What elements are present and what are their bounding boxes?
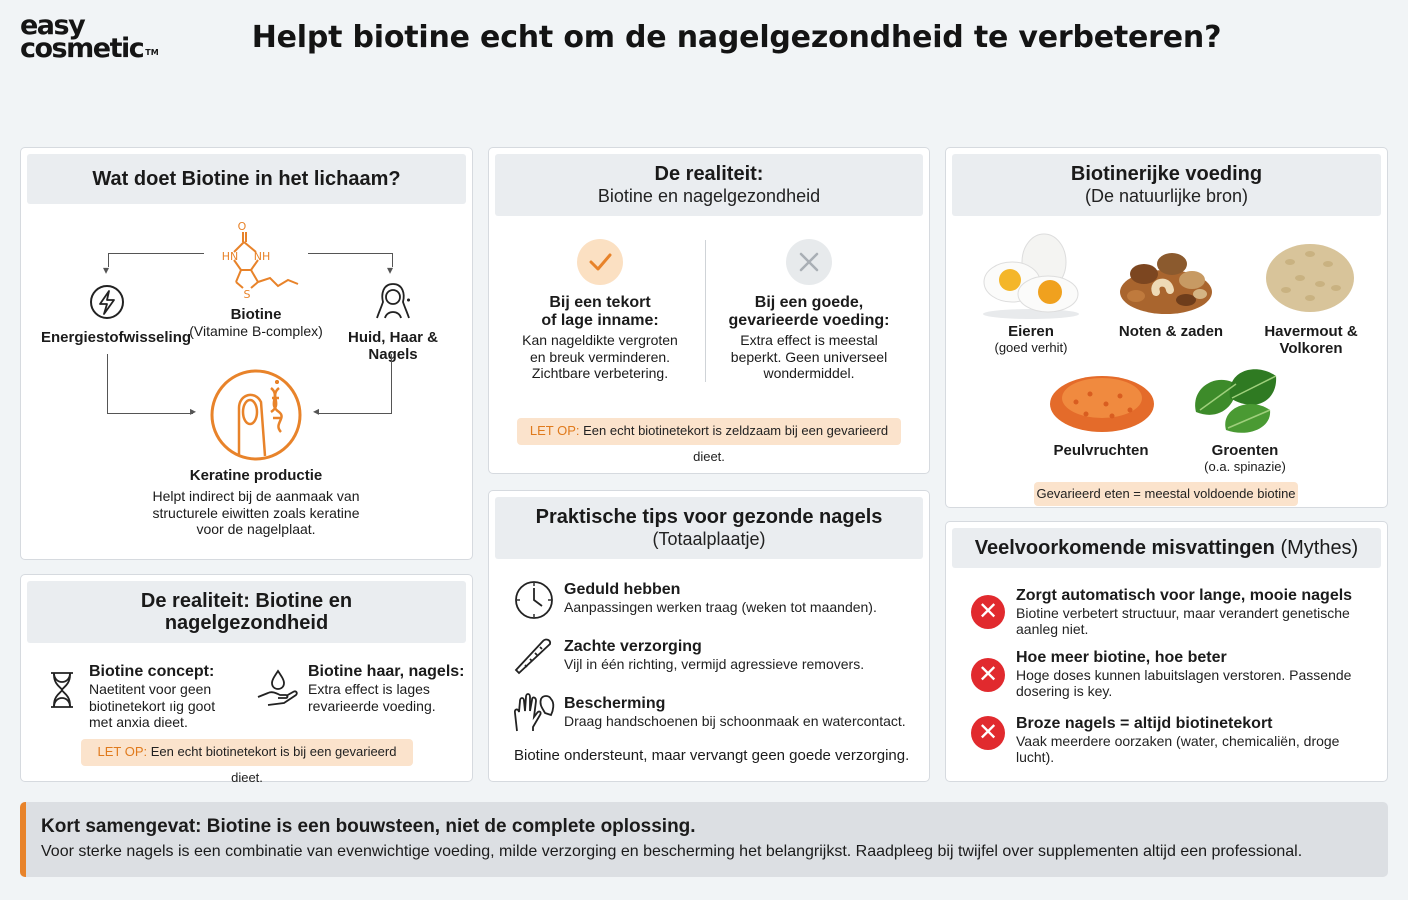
note-text: Een echt biotinetekort is bij een gevarieerd dieet. <box>150 744 397 785</box>
food-sublabel: (goed verhit) <box>994 340 1068 355</box>
tip-title: Zachte verzorging <box>564 638 702 655</box>
hourglass-icon <box>49 671 75 709</box>
cross-icon <box>797 250 821 274</box>
svg-text:HN: HN <box>221 250 239 263</box>
note-text: Een echt biotinetekort is zeldzaam bij een gevarieerd dieet. <box>583 423 889 464</box>
note-label: LET OP: <box>529 423 580 438</box>
arrow-to-skin <box>308 253 393 267</box>
biotine-node <box>181 306 331 340</box>
spinach-image <box>1186 358 1296 438</box>
lightning-icon <box>88 283 126 321</box>
check-icon <box>587 249 613 275</box>
x-circle-icon: ✕ <box>971 595 1005 629</box>
divider <box>705 240 706 382</box>
nail-file-icon <box>513 635 555 677</box>
hair-desc: Extra effect is lages revarieerde voeding. <box>308 681 436 714</box>
note-badge <box>81 739 413 785</box>
nuts-image <box>1116 234 1216 318</box>
food-note-badge: Gevarieerd eten = meestal voldoende biotine <box>1034 482 1298 506</box>
arrowhead-icon: ▾ <box>387 263 394 277</box>
tip-desc: Draag handschoenen bij schoonmaak en watercontact. <box>564 713 906 729</box>
arrow-energy-to-keratin <box>107 354 193 414</box>
logo-line-1: easy <box>20 10 85 41</box>
arrowhead-icon: ▸ <box>190 404 197 418</box>
food-item-legumes <box>1036 442 1166 459</box>
card-reality-concept <box>20 574 473 785</box>
gloves-icon <box>511 691 557 733</box>
molecule-icon <box>206 220 306 304</box>
card-subtitle: Biotine en nagelgezondheid <box>597 186 821 206</box>
myth-item <box>1016 649 1381 699</box>
arrow-skin-to-keratin <box>319 354 392 414</box>
card-header <box>495 154 923 216</box>
logo-line-2: cosmetic ™ <box>20 33 159 64</box>
keratin-block <box>121 467 391 538</box>
svg-text:O: O <box>237 220 247 233</box>
person-hair-icon <box>371 278 415 322</box>
page-title: Helpt biotine echt om de nagelgezondheid te verbeteren? <box>251 20 1222 55</box>
card-food <box>945 147 1388 508</box>
card-title: Wat doet Biotine in het lichaam? <box>92 168 401 190</box>
card-title: De realiteit: <box>654 163 764 185</box>
myth-title: Hoe meer biotine, hoe beter <box>1016 649 1227 666</box>
hair-block <box>308 663 468 714</box>
clock-icon <box>513 579 555 621</box>
card-header <box>27 581 466 643</box>
tip-item <box>564 581 914 616</box>
card-title: Veelvoorkomende misvattingen (Mythes) <box>974 537 1359 559</box>
card-title-line-1: De realiteit: Biotine en <box>140 590 353 612</box>
summary-text: Voor sterke nagels is een combinatie van evenwichtige voeding, milde verzorging en bescherming het belangrijkst. Raadpleeg bij twijfel over supplementen altijd een professional. <box>41 843 1303 860</box>
tip-desc: Vijl in één richting, vermijd agressieve removers. <box>564 656 865 672</box>
deficiency-desc: Kan nageldikte vergroten en breuk verminderen. Zichtbare verbetering. <box>522 332 678 381</box>
food-item-nuts <box>1106 323 1236 340</box>
concept-title: Biotine concept: <box>89 663 215 680</box>
summary-banner <box>20 802 1388 877</box>
food-item-eggs <box>971 323 1091 355</box>
eggs-image <box>976 232 1086 320</box>
tips-footer: Biotine ondersteunt, maar vervangt geen goede verzorging. <box>514 747 910 764</box>
lentils-image <box>1046 360 1158 436</box>
tip-item <box>564 638 914 673</box>
food-label: Peulvruchten <box>1053 442 1149 459</box>
card-title: Biotinerijke voeding <box>1070 163 1263 185</box>
tip-title: Geduld hebben <box>564 581 681 598</box>
myth-desc: Vaak meerdere oorzaken (water, chemicaliën, droge lucht). <box>1016 733 1340 765</box>
energy-label: Energiestofwisseling <box>41 329 192 346</box>
keratin-title: Keratine productie <box>189 467 323 484</box>
svg-text:S: S <box>243 288 251 301</box>
food-label: Groenten <box>1211 442 1279 459</box>
food-label-line-1: Havermout & <box>1264 323 1358 340</box>
good-diet-block <box>715 294 903 382</box>
concept-desc: Naetitent voor geen biotinetekort ıig goot met anxia dieet. <box>89 681 216 730</box>
food-label: Eieren <box>1008 323 1054 340</box>
arrowhead-icon: ▾ <box>103 263 110 277</box>
good-diet-desc: Extra effect is meestal beperkt. Geen universeel wondermiddel. <box>730 332 888 381</box>
svg-text:NH: NH <box>253 250 271 263</box>
card-header <box>952 528 1381 568</box>
card-biotine-body <box>20 147 473 560</box>
arrow-to-energy <box>108 253 204 267</box>
deficiency-title: Bij een tekort of lage inname: <box>541 294 659 329</box>
myth-desc: Biotine verbetert structuur, maar verandert genetische aanleg niet. <box>1016 605 1350 637</box>
summary-title: Kort samengevat: Biotine is een bouwsteen, niet de complete oplossing. <box>41 816 696 837</box>
card-header <box>952 154 1381 216</box>
note-label: LET OP: <box>97 744 148 759</box>
food-sublabel: (o.a. spinazie) <box>1204 459 1286 474</box>
hand-drop-icon <box>256 667 300 709</box>
biotine-label: Biotine <box>230 306 282 323</box>
keratin-desc: Helpt indirect bij de aanmaak van structurele eiwitten zoals keratine voor de nagelplaat. <box>152 488 360 537</box>
deficiency-block <box>511 294 689 382</box>
tip-desc: Aanpassingen werken traag (weken tot maanden). <box>564 599 877 615</box>
card-subtitle: (De natuurlijke bron) <box>1084 186 1249 206</box>
skin-label: Huid, Haar & Nagels <box>347 329 438 363</box>
myth-desc: Hoge doses kunnen labuitslagen verstoren. Passende dosering is key. <box>1016 667 1352 699</box>
myth-item <box>1016 715 1381 765</box>
arrowhead-icon: ◂ <box>313 404 320 418</box>
hair-title: Biotine haar, nagels: <box>308 663 465 680</box>
x-circle-icon: ✕ <box>971 716 1005 750</box>
food-item-oats <box>1246 323 1376 357</box>
trademark: TM <box>145 48 159 57</box>
oats-image <box>1260 232 1360 316</box>
myth-title: Broze nagels = altijd biotinetekort <box>1016 715 1273 732</box>
card-header <box>495 497 923 559</box>
good-diet-title: Bij een goede, gevarieerde voeding: <box>728 294 890 329</box>
card-tips <box>488 490 930 782</box>
x-circle-icon: ✕ <box>971 658 1005 692</box>
nail-icon <box>209 368 303 462</box>
concept-block <box>89 663 269 731</box>
biotine-sublabel: (Vitamine B-complex) <box>189 323 323 339</box>
card-myths <box>945 521 1388 782</box>
card-subtitle: (Totaalplaatje) <box>652 529 766 549</box>
card-reality <box>488 147 930 474</box>
tip-item <box>564 695 924 730</box>
myth-title: Zorgt automatisch voor lange, mooie nagels <box>1016 587 1353 604</box>
myth-item <box>1016 587 1381 637</box>
card-title: Praktische tips voor gezonde nagels <box>535 506 883 528</box>
food-label: Noten & zaden <box>1118 323 1224 340</box>
card-title-line-2: nagelgezondheid <box>164 612 329 634</box>
card-header <box>27 154 466 204</box>
tip-title: Bescherming <box>564 695 666 712</box>
food-item-vegetables <box>1180 442 1310 474</box>
food-label-line-2: Volkoren <box>1279 340 1343 357</box>
note-badge <box>517 418 901 464</box>
